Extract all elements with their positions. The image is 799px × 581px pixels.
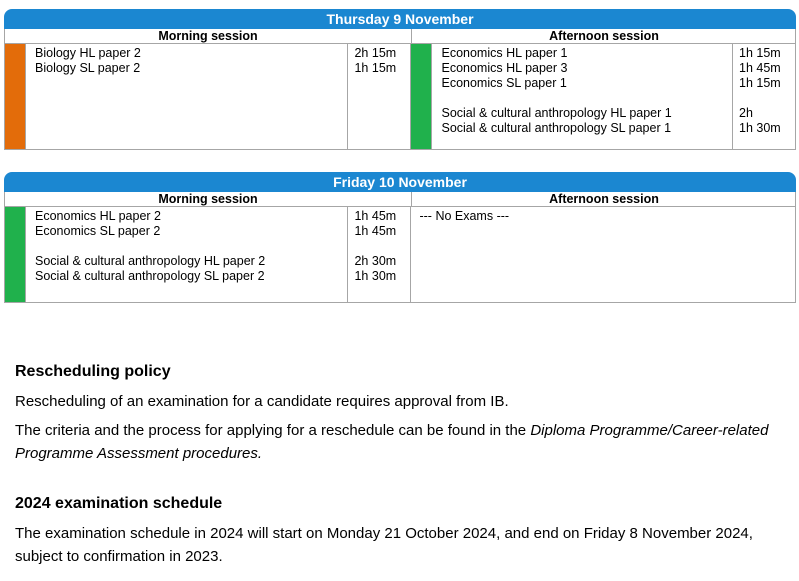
thursday-table bbox=[4, 9, 796, 150]
paragraph bbox=[15, 419, 795, 465]
subject: Economics SL paper 1 bbox=[441, 76, 567, 90]
section-heading: Rescheduling policy bbox=[15, 363, 171, 380]
morning-session-label: Morning session bbox=[5, 29, 412, 43]
subject: Social & cultural anthropology SL paper 2 bbox=[35, 269, 265, 283]
procedures-reference: Diploma Programme/Career-related Programme Assessment procedures. bbox=[15, 422, 769, 462]
duration: 1h 45m bbox=[354, 209, 397, 223]
duration-list bbox=[348, 207, 410, 302]
subject: Economics HL paper 1 bbox=[441, 46, 568, 60]
session-headers bbox=[4, 29, 796, 44]
afternoon-session-label: Afternoon session bbox=[549, 29, 659, 43]
duration: 1h 45m bbox=[739, 61, 781, 75]
duration: 1h 15m bbox=[354, 61, 397, 75]
subject: Economics HL paper 3 bbox=[441, 61, 568, 75]
paragraph: The examination schedule in 2024 will start on Monday 21 October 2024, and end on Friday 8 November 2024, subject to confirmation in 2023. bbox=[15, 525, 753, 565]
morning-session bbox=[5, 207, 411, 302]
duration: 1h 30m bbox=[354, 269, 397, 283]
subject-list bbox=[432, 44, 733, 149]
afternoon-session-label: Afternoon session bbox=[549, 192, 659, 206]
spacer bbox=[354, 239, 410, 254]
schedule-2024-section bbox=[15, 495, 795, 568]
duration: 2h 30m bbox=[354, 254, 397, 268]
duration: 2h bbox=[739, 106, 753, 120]
session-row bbox=[4, 207, 796, 303]
spacer bbox=[739, 91, 795, 106]
paragraph: Rescheduling of an examination for a candidate requires approval from IB. bbox=[15, 393, 509, 410]
duration: 1h 45m bbox=[354, 224, 397, 238]
subject: Social & cultural anthropology HL paper 1 bbox=[441, 106, 672, 120]
duration: 1h 15m bbox=[739, 46, 781, 60]
duration: 1h 30m bbox=[739, 121, 781, 135]
session-headers bbox=[4, 192, 796, 207]
subject: Economics SL paper 2 bbox=[35, 224, 161, 238]
group-color-bar bbox=[5, 44, 26, 149]
duration-list bbox=[733, 44, 795, 149]
day-header-thursday: Thursday 9 November bbox=[4, 9, 796, 29]
duration-list bbox=[348, 44, 410, 149]
duration: 2h 15m bbox=[354, 46, 397, 60]
session-row bbox=[4, 44, 796, 150]
duration: 1h 15m bbox=[739, 76, 781, 90]
subject: Economics HL paper 2 bbox=[35, 209, 161, 223]
subject: Social & cultural anthropology SL paper 1 bbox=[441, 121, 672, 135]
no-exams-text: --- No Exams --- bbox=[419, 209, 510, 223]
subject: Biology SL paper 2 bbox=[35, 61, 141, 75]
section-heading: 2024 examination schedule bbox=[15, 495, 223, 512]
day-header-friday: Friday 10 November bbox=[4, 172, 796, 192]
subject-list bbox=[26, 207, 348, 302]
friday-table bbox=[4, 172, 796, 303]
spacer bbox=[441, 91, 732, 106]
paragraph-text: The criteria and the process for applying for a reschedule can be found in the bbox=[15, 422, 531, 439]
group-color-bar bbox=[5, 207, 26, 302]
group-color-bar bbox=[411, 44, 432, 149]
morning-session bbox=[5, 44, 411, 149]
afternoon-session bbox=[411, 44, 795, 149]
subject-list bbox=[26, 44, 348, 149]
rescheduling-section bbox=[15, 363, 795, 465]
spacer bbox=[35, 239, 347, 254]
subject: Social & cultural anthropology HL paper 2 bbox=[35, 254, 266, 268]
morning-session-label: Morning session bbox=[5, 192, 412, 206]
subject: Biology HL paper 2 bbox=[35, 46, 141, 60]
afternoon-session bbox=[411, 207, 795, 302]
